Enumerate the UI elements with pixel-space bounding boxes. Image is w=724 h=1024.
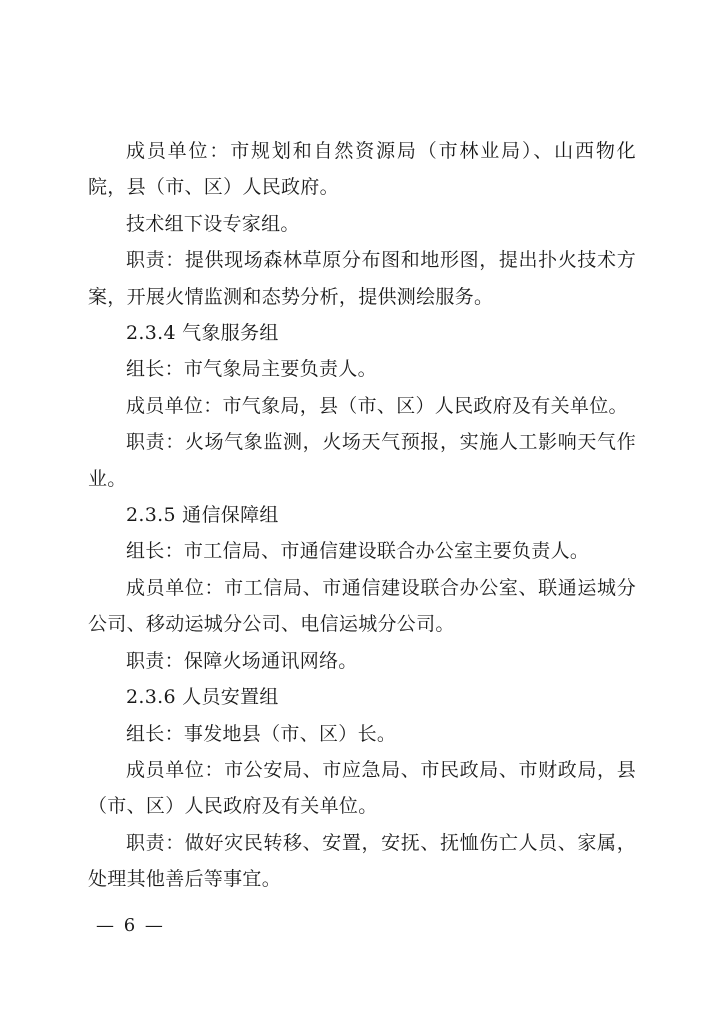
paragraph-weather-duties: 职责：火场气象监测，火场天气预报，实施人工影响天气作业。 [88, 431, 636, 490]
paragraph-communication-leader: 组长：市工信局、市通信建设联合办公室主要负责人。 [126, 540, 590, 563]
paragraph-resettlement-member-units: 成员单位：市公安局、市应急局、市民政局、市财政局，县（市、区）人民政府及有关单位。 [88, 758, 636, 818]
section-heading-weather-service: 2.3.4 气象服务组 [126, 322, 279, 345]
paragraph-member-units-planning: 成员单位：市规划和自然资源局（市林业局）、山西物化院，县（市、区）人民政府。 [88, 140, 636, 199]
paragraph-resettlement-duties: 职责：做好灾民转移、安置，安抚、抚恤伤亡人员、家属，处理其他善后等事宜。 [88, 831, 636, 891]
paragraph-communication-member-units: 成员单位：市工信局、市通信建设联合办公室、联通运城分公司、移动运城分公司、电信运城分公司。 [88, 576, 636, 636]
paragraph-communication-duties: 职责：保障火场通讯网络。 [126, 649, 358, 672]
paragraph-expert-group: 技术组下设专家组。 [126, 212, 300, 235]
section-heading-resettlement: 2.3.6 人员安置组 [126, 686, 279, 709]
paragraph-weather-member-units: 成员单位：市气象局，县（市、区）人民政府及有关单位。 [126, 394, 628, 417]
document-body [88, 133, 636, 898]
paragraph-resettlement-leader: 组长：事发地县（市、区）长。 [126, 722, 397, 745]
page-number: — 6 — [96, 915, 165, 936]
section-heading-communication: 2.3.5 通信保障组 [126, 504, 279, 527]
paragraph-weather-leader: 组长：市气象局主要负责人。 [126, 358, 377, 381]
paragraph-technical-duties: 职责：提供现场森林草原分布图和地形图，提出扑火技术方案，开展火情监测和态势分析，提供测绘服务。 [88, 249, 636, 308]
